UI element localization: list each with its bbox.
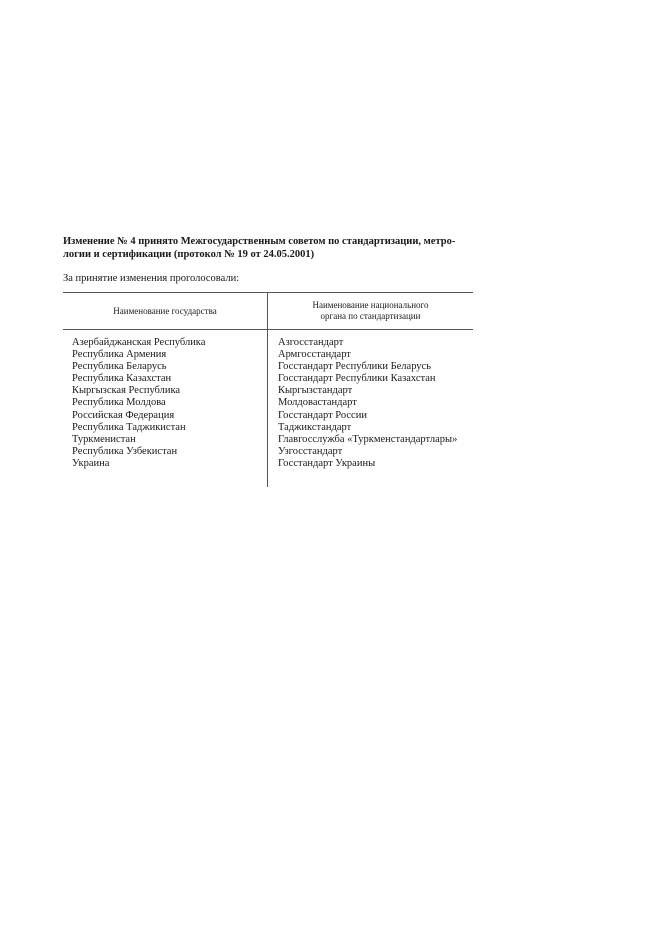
- state-cell: Российская Федерация: [72, 409, 175, 421]
- national-body-cell: Узгосстандарт: [278, 445, 343, 457]
- national-body-cell: Азгосстандарт: [278, 337, 344, 348]
- national-body-cell: Армгосстандарт: [278, 349, 351, 361]
- header-national-body: [268, 293, 473, 329]
- national-body-cell: Молдовастандарт: [278, 397, 357, 409]
- voting-table: [63, 292, 473, 487]
- national-body-cell: Госстандарт Республики Беларусь: [278, 361, 432, 373]
- header-national-body-line-1: Наименование национального: [312, 300, 429, 310]
- state-cell: Республика Армения: [72, 349, 167, 361]
- amendment-heading-line-2: логии и сертификации (протокол № 19 от 24.05.2001): [63, 249, 315, 260]
- national-body-cell: Кыргызстандарт: [278, 385, 353, 397]
- state-list: [72, 337, 205, 470]
- state-cell: Кыргызская Республика: [72, 385, 181, 397]
- header-state-label: Наименование государства: [113, 305, 217, 316]
- header-national-body-line-2: органа по стандартизации: [320, 311, 421, 321]
- amendment-heading-line-1: Изменение № 4 принято Межгосударственным советом по стандартизации, метро-: [63, 236, 456, 247]
- table-header-rule: [63, 329, 473, 330]
- state-cell: Азербайджанская Республика: [72, 337, 206, 348]
- national-body-cell: Госстандарт Республики Казахстан: [278, 373, 436, 385]
- national-body-cell: Госстандарт Украины: [278, 457, 376, 469]
- state-cell: Украина: [72, 457, 110, 469]
- national-body-cell: Госстандарт России: [278, 409, 367, 421]
- state-cell: Туркменистан: [72, 433, 136, 445]
- national-body-cell: Таджикстандарт: [278, 421, 352, 433]
- state-cell: Республика Таджикистан: [72, 421, 186, 433]
- national-body-cell: Главгосслужба «Туркменстандартлары»: [278, 433, 458, 445]
- state-cell: Республика Казахстан: [72, 373, 172, 385]
- state-cell: Республика Узбекистан: [72, 445, 178, 457]
- state-cell: Республика Беларусь: [72, 361, 167, 373]
- amendment-heading: [63, 235, 473, 261]
- state-cell: Республика Молдова: [72, 397, 166, 409]
- header-state: [63, 293, 267, 329]
- voting-intro: За принятие изменения проголосовали:: [63, 273, 240, 284]
- national-body-list: [278, 337, 457, 470]
